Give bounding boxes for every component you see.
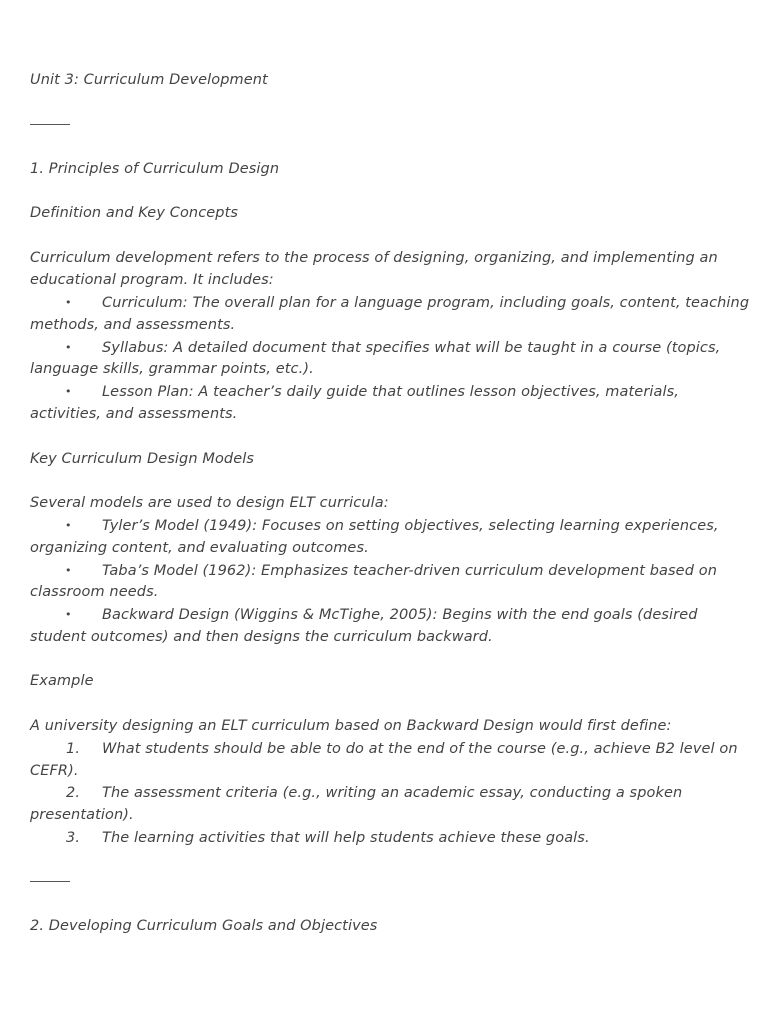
list-item: Lesson Plan: A teacher’s daily guide that outlines lesson objectives, materials, — [102, 384, 679, 400]
bullet-marker: • — [65, 608, 72, 621]
number-marker: 1. — [66, 741, 81, 757]
list-item-continuation: presentation). — [30, 807, 134, 823]
list-item-continuation: methods, and assessments. — [30, 317, 236, 333]
list-item: Curriculum: The overall plan for a language program, including goals, content, teaching — [102, 295, 750, 311]
number-marker: 2. — [66, 785, 81, 801]
document-title: Unit 3: Curriculum Development — [30, 72, 268, 88]
section-heading: 1. Principles of Curriculum Design — [30, 161, 280, 177]
paragraph-line: A university designing an ELT curriculum based on Backward Design would first define: — [30, 718, 672, 734]
paragraph-line: Several models are used to design ELT curricula: — [30, 495, 389, 511]
bullet-marker: • — [65, 564, 72, 577]
bullet-marker: • — [65, 385, 72, 398]
number-marker: 3. — [66, 830, 81, 846]
bullet-marker: • — [65, 341, 72, 354]
list-item-continuation: organizing content, and evaluating outcomes. — [30, 540, 369, 556]
list-item-continuation: activities, and assessments. — [30, 406, 238, 422]
list-item: Tyler’s Model (1949): Focuses on setting objectives, selecting learning experiences, — [102, 518, 719, 534]
list-item-continuation: language skills, grammar points, etc.). — [30, 361, 314, 377]
list-item: The learning activities that will help students achieve these goals. — [102, 830, 590, 846]
list-item: Taba’s Model (1962): Emphasizes teacher-driven curriculum development based on — [102, 563, 717, 579]
section-heading: 2. Developing Curriculum Goals and Objectives — [30, 918, 378, 934]
paragraph-line: Curriculum development refers to the process of designing, organizing, and implementing an — [30, 250, 718, 266]
paragraph-line: educational program. It includes: — [30, 272, 274, 288]
subsection-heading: Definition and Key Concepts — [30, 205, 239, 221]
section-divider — [30, 881, 70, 882]
list-item: What students should be able to do at the end of the course (e.g., achieve B2 level on — [102, 741, 738, 757]
subsection-heading: Key Curriculum Design Models — [30, 451, 255, 467]
list-item: The assessment criteria (e.g., writing an academic essay, conducting a spoken — [102, 785, 683, 801]
list-item-continuation: classroom needs. — [30, 584, 159, 600]
bullet-marker: • — [65, 519, 72, 532]
section-divider — [30, 124, 70, 125]
list-item-continuation: student outcomes) and then designs the curriculum backward. — [30, 629, 493, 645]
list-item: Backward Design (Wiggins & McTighe, 2005): Begins with the end goals (desired — [102, 607, 698, 623]
list-item: Syllabus: A detailed document that specifies what will be taught in a course (topics, — [102, 340, 721, 356]
bullet-marker: • — [65, 296, 72, 309]
subsection-heading: Example — [30, 673, 94, 689]
list-item-continuation: CEFR). — [30, 763, 79, 779]
